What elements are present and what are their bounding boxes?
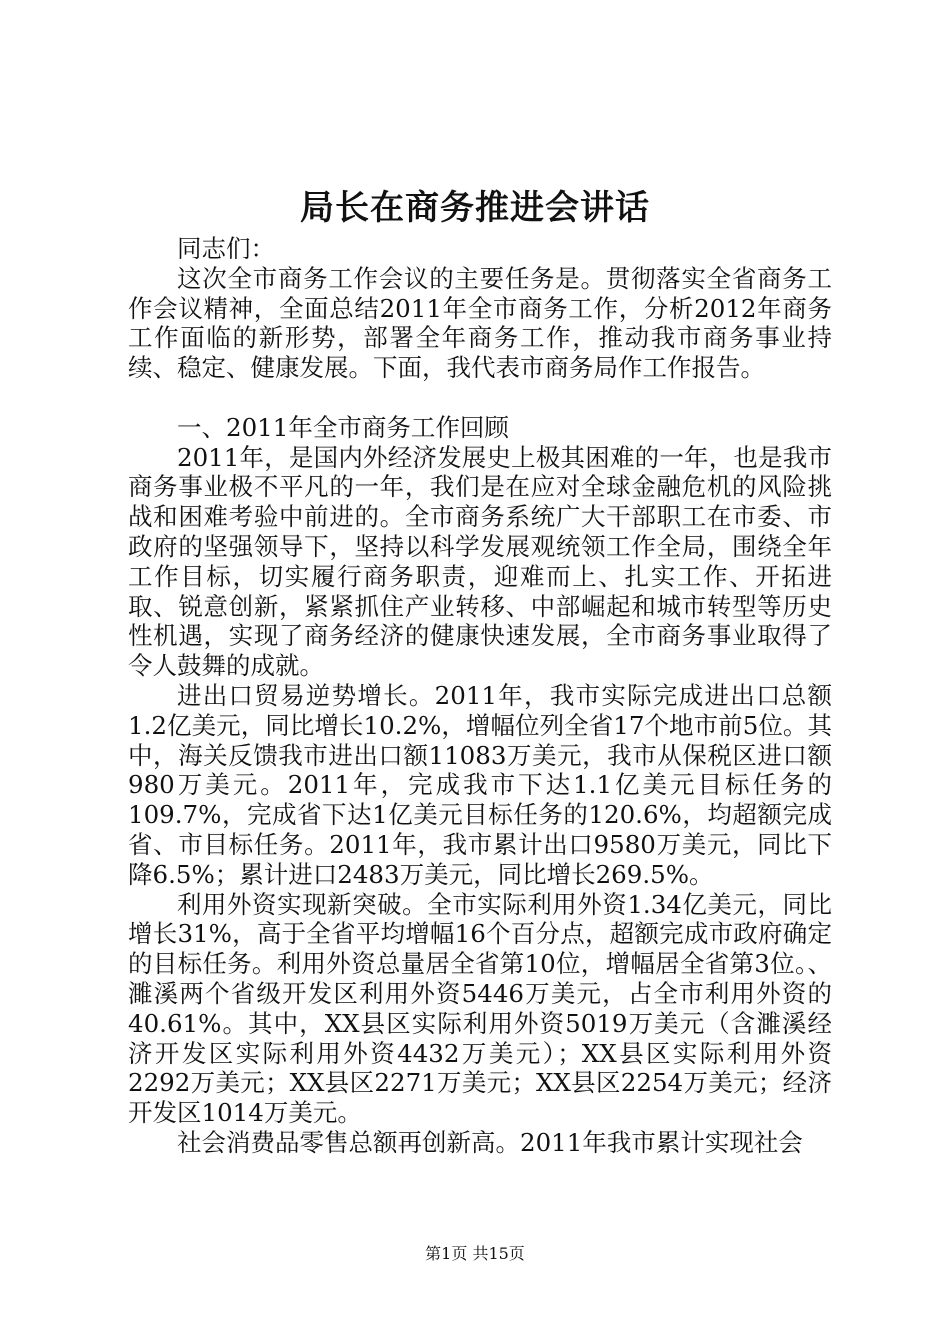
page-number-footer: 第1页 共15页 xyxy=(425,1244,525,1263)
document-body xyxy=(128,234,832,1158)
review-paragraph: 2011年，是国内外经济发展史上极其困难的一年，也是我市商务事业极不平凡的一年，我们是在应对全球金融危机的风险挑战和困难考验中前进的。全市商务系统广大干部职工在市委、市政府的坚强领导下，坚持以科学发展观统领工作全局，围绕全年工作目标，切实履行商务职责，迎难而上、扎实工作、开拓进取、锐意创新，紧紧抓住产业转移、中部崛起和城市转型等历史性机遇，实现了商务经济的健康快速发展，全市商务事业取得了令人鼓舞的成就。 xyxy=(128,442,832,681)
retail-paragraph: 社会消费品零售总额再创新高。2011年我市累计实现社会 xyxy=(177,1127,803,1157)
investment-paragraph: 利用外资实现新突破。全市实际利用外资1.34亿美元，同比增长31%，高于全省平均增幅16个百分点，超额完成市政府确定的目标任务。利用外资总量居全省第10位，增幅居全省第3位。、濉溪两个省级开发区利用外资5446万美元，占全市利用外资的40.61%。其中，XX县区实际利用外资5019万美元（含濉溪经济开发区实际利用外资4432万美元）；XX县区实际利用外资2292万美元；XX县区2271万美元；XX县区2254万美元；经济开发区1014万美元。 xyxy=(128,889,832,1128)
intro-paragraph: 这次全市商务工作会议的主要任务是。贯彻落实全省商务工作会议精神，全面总结2011年全市商务工作，分析2012年商务工作面临的新形势，部署全年商务工作，推动我市商务事业持续、稳定、健康发展。下面，我代表市商务局作工作报告。 xyxy=(128,263,832,383)
section-heading: 一、2011年全市商务工作回顾 xyxy=(177,412,509,442)
salutation-paragraph: 同志们： xyxy=(177,234,275,263)
trade-paragraph: 进出口贸易逆势增长。2011年，我市实际完成进出口总额1.2亿美元，同比增长10.2%，增幅位列全省17个地市前5位。其中，海关反馈我市进出口额11083万美元，我市从保税区进口额980万美元。2011年，完成我市下达1.1亿美元目标任务的109.7%，完成省下达1亿美元目标任务的120.6%，均超额完成省、市目标任务。2011年，我市累计出口9580万美元，同比下降6.5%；累计进口2483万美元，同比增长269.5%。 xyxy=(128,680,832,889)
document-title: 局长在商务推进会讲话 xyxy=(300,188,650,228)
